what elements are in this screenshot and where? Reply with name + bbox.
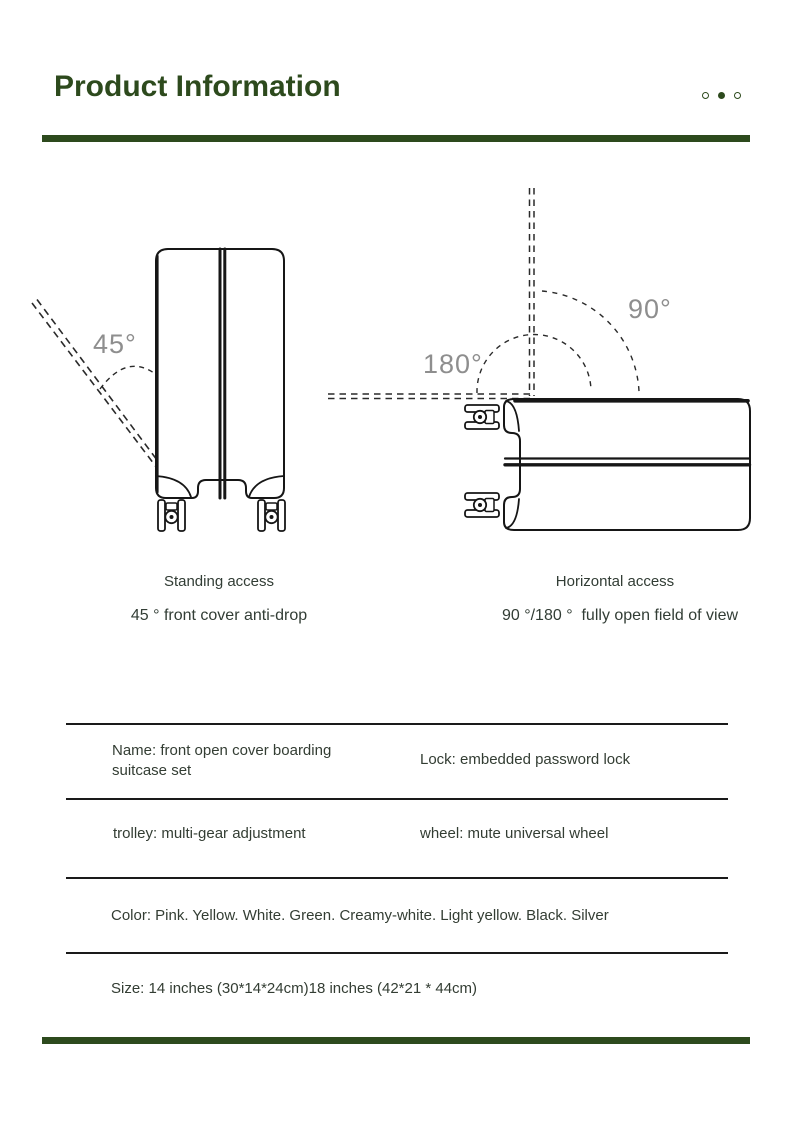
spec-name: Name: front open cover boarding suitcase set (112, 742, 332, 779)
standing-suitcase-diagram (20, 180, 330, 555)
angle-arc-90 (542, 291, 639, 392)
horizontal-caption: Horizontal access (555, 573, 675, 590)
footer-divider-bar (42, 1037, 750, 1044)
spec-lock: Lock: embedded password lock (420, 751, 631, 768)
spec-size: Size: 14 inches (30*14*24cm)18 inches (42*21 * 44cm) (111, 980, 478, 997)
standing-subcaption: 45 ° front cover anti-drop (130, 607, 308, 624)
open-cover-dashed-horizontal (328, 394, 531, 399)
page-title: Product Information (54, 70, 341, 103)
open-cover-dashed-vertical (530, 188, 535, 396)
spec-divider-1 (66, 723, 728, 725)
spec-color: Color: Pink. Yellow. White. Green. Creamy-white. Light yellow. Black. Silver (111, 907, 609, 924)
spec-trolley: trolley: multi-gear adjustment (113, 825, 306, 842)
spec-wheel: wheel: mute universal wheel (420, 825, 609, 842)
spec-divider-2 (66, 798, 728, 800)
angle-label-90: 90° (628, 294, 672, 324)
carousel-dot-1 (702, 92, 709, 99)
horizontal-suitcase-diagram (320, 180, 780, 545)
left-wheel (158, 500, 185, 531)
bottom-wheel (465, 493, 499, 517)
carousel-dots (702, 92, 741, 99)
right-wheel (258, 500, 285, 531)
angle-label-180: 180° (423, 349, 483, 379)
carousel-dot-3 (734, 92, 741, 99)
angle-arc-45 (100, 366, 154, 389)
horizontal-subcaption: 90 °/180 ° fully open field of view (501, 607, 739, 624)
open-cover-dashed-line (32, 300, 160, 469)
standing-caption: Standing access (163, 573, 275, 590)
angle-label-45: 45° (93, 329, 137, 359)
spec-divider-4 (66, 952, 728, 954)
top-wheel (465, 405, 499, 429)
spec-divider-3 (66, 877, 728, 879)
carousel-dot-2 (718, 92, 725, 99)
header-divider-bar (42, 135, 750, 142)
